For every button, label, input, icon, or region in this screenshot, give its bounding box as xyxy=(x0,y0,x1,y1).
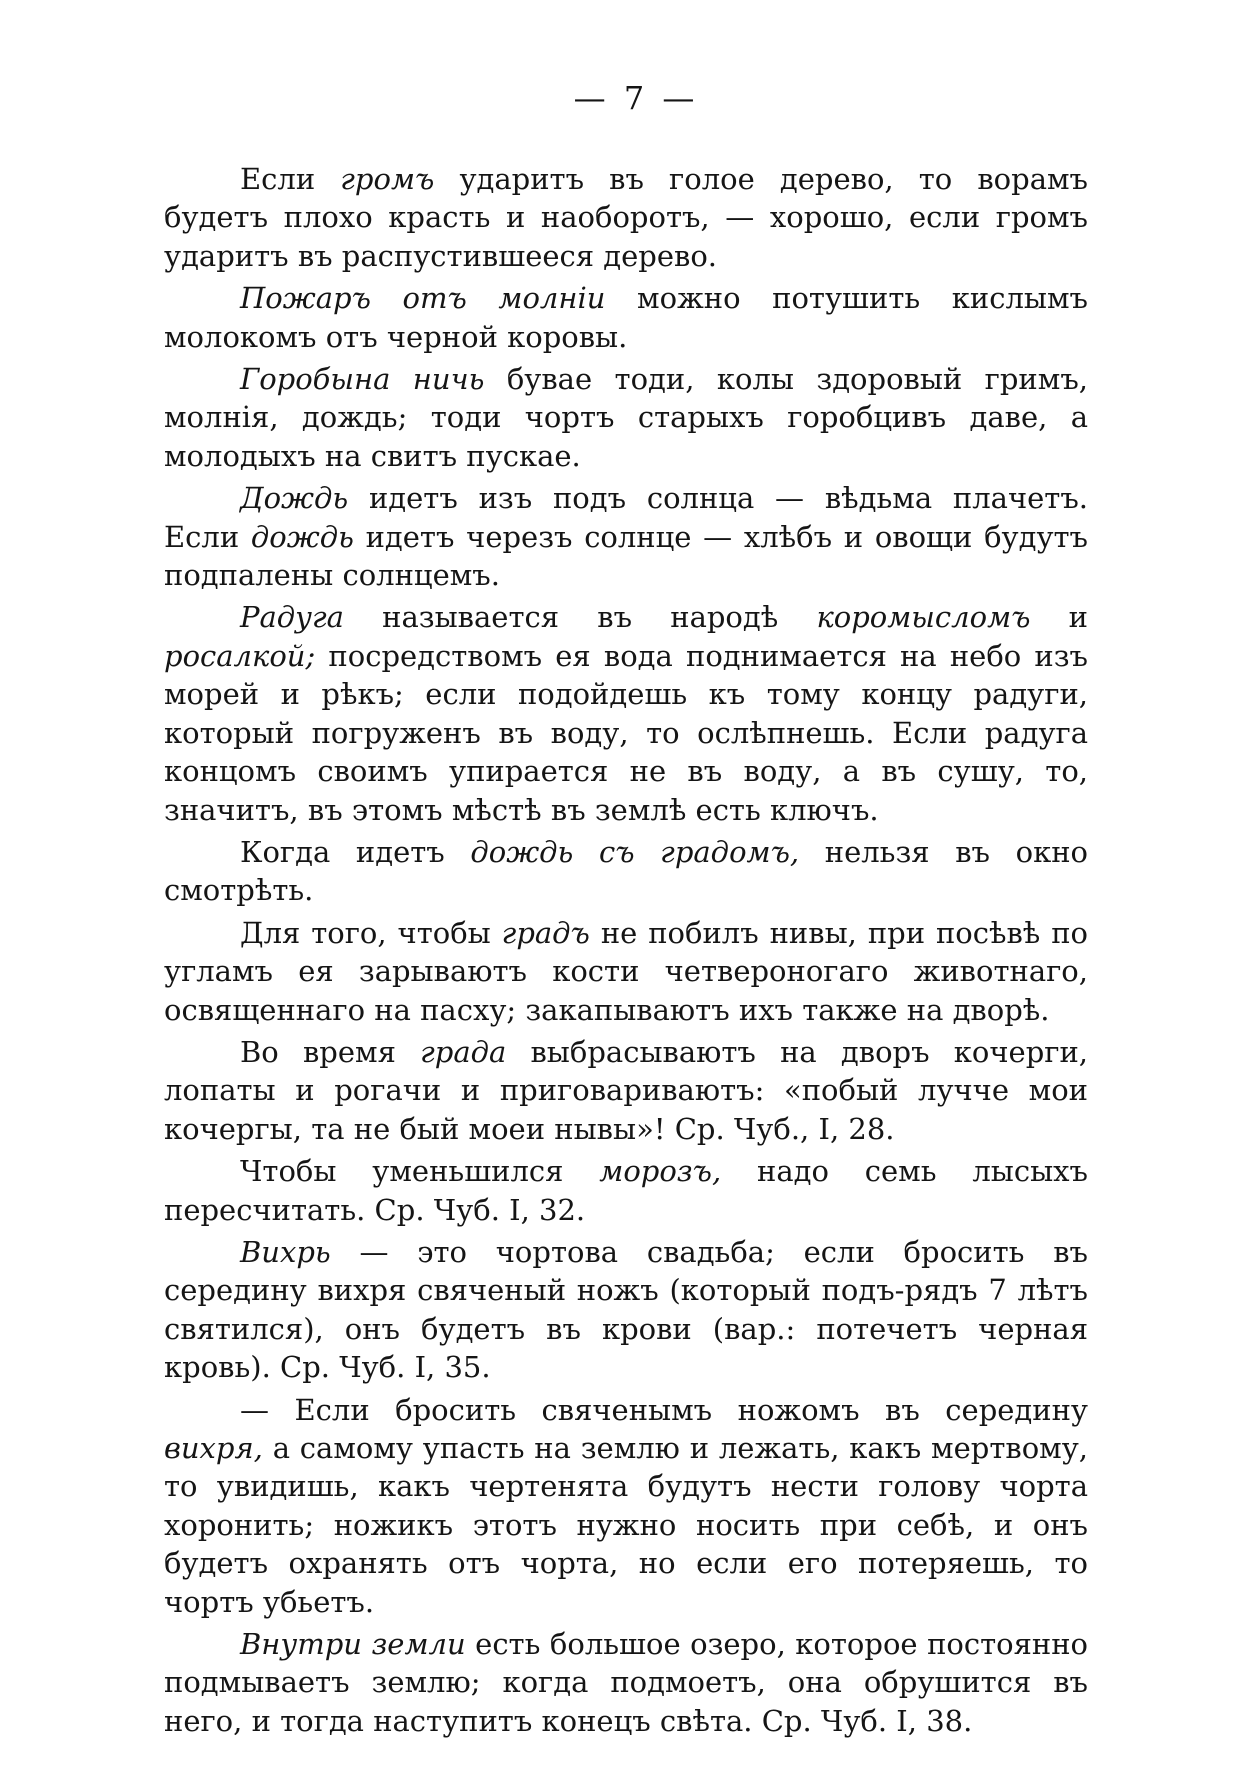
paragraph xyxy=(164,1391,1088,1621)
emphasized-term: градъ xyxy=(501,915,590,950)
emphasized-term: Горобына ничь xyxy=(240,362,485,397)
paragraph xyxy=(164,1152,1088,1229)
paragraph xyxy=(164,1625,1088,1740)
emphasized-term: морозъ, xyxy=(599,1154,722,1189)
paragraph xyxy=(164,479,1088,594)
text-run: называется въ народѣ xyxy=(343,600,817,635)
text-run: и xyxy=(1030,600,1089,635)
text-run: не побилъ нивы, при посѣвѣ по угламъ ея зарываютъ кости четвероногаго животнаго, освященнаго на пасху; закапываютъ ихъ также на дворѣ. xyxy=(164,915,1089,1027)
emphasized-term: Дождь xyxy=(240,481,349,516)
emphasized-term: града xyxy=(420,1034,507,1069)
paragraph xyxy=(164,160,1088,275)
paragraph xyxy=(164,914,1088,1029)
text-run: посредствомъ ея вода поднимается на небо изъ морей и рѣкъ; если подойдешь къ тому концу радуги, который погруженъ въ воду, то ослѣпнешь. Если радуга концомъ своимъ упирается не въ воду, а въ сушу, то, значитъ, въ этомъ мѣстѣ въ землѣ есть ключъ. xyxy=(164,638,1088,827)
text-run: — Если бросить свяченымъ ножомъ въ середину xyxy=(240,1392,1088,1427)
paragraph xyxy=(164,598,1088,828)
paragraph xyxy=(164,1033,1088,1148)
emphasized-term: дождь xyxy=(250,519,354,554)
text-run: а самому упасть на землю и лежать, какъ мертвому, то увидишь, какъ чертенята будутъ нести голову чорта хоронить; ножикъ этотъ нужно носить при себѣ, и онъ будетъ охранять отъ чорта, но если его потеряешь, то чортъ убьетъ. xyxy=(164,1431,1088,1619)
emphasized-term: росалкой; xyxy=(164,638,316,673)
paragraph xyxy=(164,279,1088,356)
emphasized-term: громъ xyxy=(340,162,435,196)
emphasized-term: вихря, xyxy=(164,1431,263,1465)
text-run: Чтобы уменьшился xyxy=(240,1154,600,1189)
emphasized-term: дождь съ градомъ, xyxy=(470,834,800,869)
text-run: Когда идетъ xyxy=(240,834,471,869)
emphasized-term: Внутри земли xyxy=(240,1627,466,1662)
emphasized-term: коромысломъ xyxy=(816,600,1031,635)
text-run: Во время xyxy=(240,1034,421,1069)
text-run: можно потушить кислымъ молокомъ отъ черной коровы. xyxy=(164,281,1088,354)
text-run: идетъ черезъ солнце — хлѣбъ и овощи будутъ подпалены солнцемъ. xyxy=(164,519,1089,593)
text-run: выбрасываютъ на дворъ кочерги, лопаты и рогачи и приговариваютъ: «побый лучче мои кочергы, та не бый моеи нывы»! Ср. Чуб., I, 28. xyxy=(164,1034,1088,1146)
text-run: — это чортова свадьба; если бросить въ середину вихря свяченый ножъ (который подъ-рядъ 7 лѣтъ святился), онъ будетъ въ крови (вар.: потечетъ черная кровь). Ср. Чуб. I, 35. xyxy=(164,1234,1088,1385)
text-run: бувае тоди, колы здоровый гримъ, молнія, дождь; тоди чортъ старыхъ горобцивъ даве, а молодыхъ на свитъ пускае. xyxy=(164,362,1088,473)
page-text xyxy=(164,160,1088,1740)
paragraph xyxy=(164,833,1088,910)
text-run: есть большое озеро, которое постоянно подмываетъ землю; когда подмоетъ, она обрушится въ него, и тогда наступитъ конецъ свѣта. Ср. Чуб. I, 38. xyxy=(164,1627,1089,1738)
text-run: ударитъ въ голое дерево, то ворамъ будетъ плохо красть и наоборотъ, — хорошо, если громъ ударитъ въ распустившееся дерево. xyxy=(164,162,1088,273)
page-number: — 7 — xyxy=(573,79,699,117)
text-run: нельзя въ окно смотрѣть. xyxy=(164,834,1088,908)
book-page xyxy=(164,78,1088,1744)
text-run: надо семь лысыхъ пересчитать. Ср. Чуб. I, 32. xyxy=(164,1154,1088,1227)
emphasized-term: Пожаръ отъ молнiи xyxy=(240,281,606,316)
paragraph xyxy=(164,360,1088,475)
emphasized-term: Радуга xyxy=(240,600,344,635)
text-run: Если xyxy=(240,162,341,196)
emphasized-term: Вихрь xyxy=(240,1234,331,1269)
text-run: идетъ изъ подъ солнца — вѣдьма плачетъ. Если xyxy=(164,481,1088,554)
text-run: Для того, чтобы xyxy=(240,915,502,950)
paragraph xyxy=(164,1233,1088,1387)
